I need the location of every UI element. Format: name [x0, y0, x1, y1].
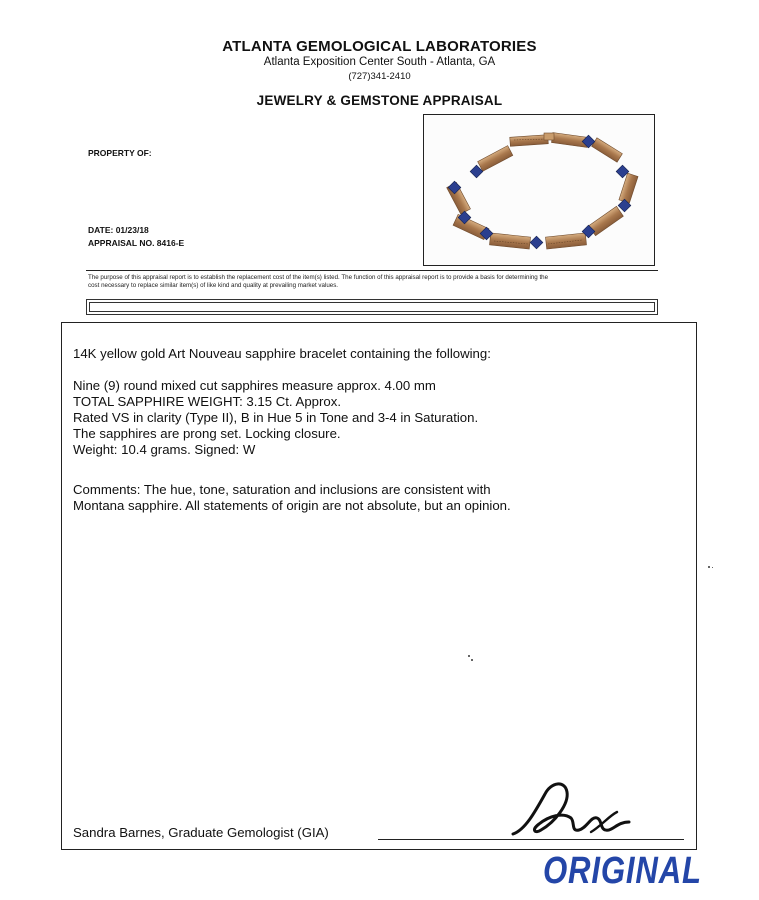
- lab-phone: (727)341-2410: [348, 71, 411, 82]
- detail-line: The sapphires are prong set. Locking closure.: [73, 426, 341, 441]
- detail-line: TOTAL SAPPHIRE WEIGHT: 3.15 Ct. Approx.: [73, 394, 341, 409]
- double-rule-box: [86, 299, 658, 315]
- comments: [73, 482, 511, 514]
- lab-address: Atlanta Exposition Center South - Atlanta, GA: [263, 56, 496, 68]
- signature-mark: [505, 772, 635, 842]
- divider: [86, 270, 658, 271]
- lab-name: ATLANTA GEMOLOGICAL LABORATORIES: [222, 38, 537, 55]
- purpose-line: The purpose of this appraisal report is to establish the replacement cost of the item(s) listed. The function of this appraisal report is to provide a basis for determining the: [88, 274, 549, 281]
- item-details: [73, 378, 478, 458]
- detail-line: Rated VS in clarity (Type II), B in Hue 5 in Tone and 3-4 in Saturation.: [73, 410, 479, 425]
- signer-name: Sandra Barnes, Graduate Gemologist (GIA): [73, 825, 329, 840]
- property-of-label: PROPERTY OF:: [88, 148, 152, 158]
- scan-speck: [712, 567, 713, 568]
- document-title: JEWELRY & GEMSTONE APPRAISAL: [256, 93, 503, 108]
- original-stamp: ORIGINAL: [543, 850, 702, 892]
- bracelet-photo: [423, 114, 655, 266]
- scan-speck: [468, 655, 470, 657]
- bracelet-image: [424, 115, 654, 265]
- item-description: 14K yellow gold Art Nouveau sapphire bracelet containing the following:: [73, 346, 491, 361]
- purpose-line: cost necessary to replace similar item(s) of like kind and quality at prevailing market values.: [88, 282, 339, 289]
- comment-line: Montana sapphire. All statements of origin are not absolute, but an opinion.: [73, 498, 511, 513]
- scan-speck: [471, 659, 473, 661]
- appraisal-number: APPRAISAL NO. 8416-E: [88, 238, 185, 248]
- purpose-statement: [88, 274, 658, 290]
- detail-line: Nine (9) round mixed cut sapphires measure approx. 4.00 mm: [73, 378, 436, 393]
- scan-speck: [708, 566, 710, 568]
- detail-line: Weight: 10.4 grams. Signed: W: [73, 442, 256, 457]
- comment-line: Comments: The hue, tone, saturation and inclusions are consistent with: [73, 482, 491, 497]
- appraisal-date: DATE: 01/23/18: [88, 225, 149, 235]
